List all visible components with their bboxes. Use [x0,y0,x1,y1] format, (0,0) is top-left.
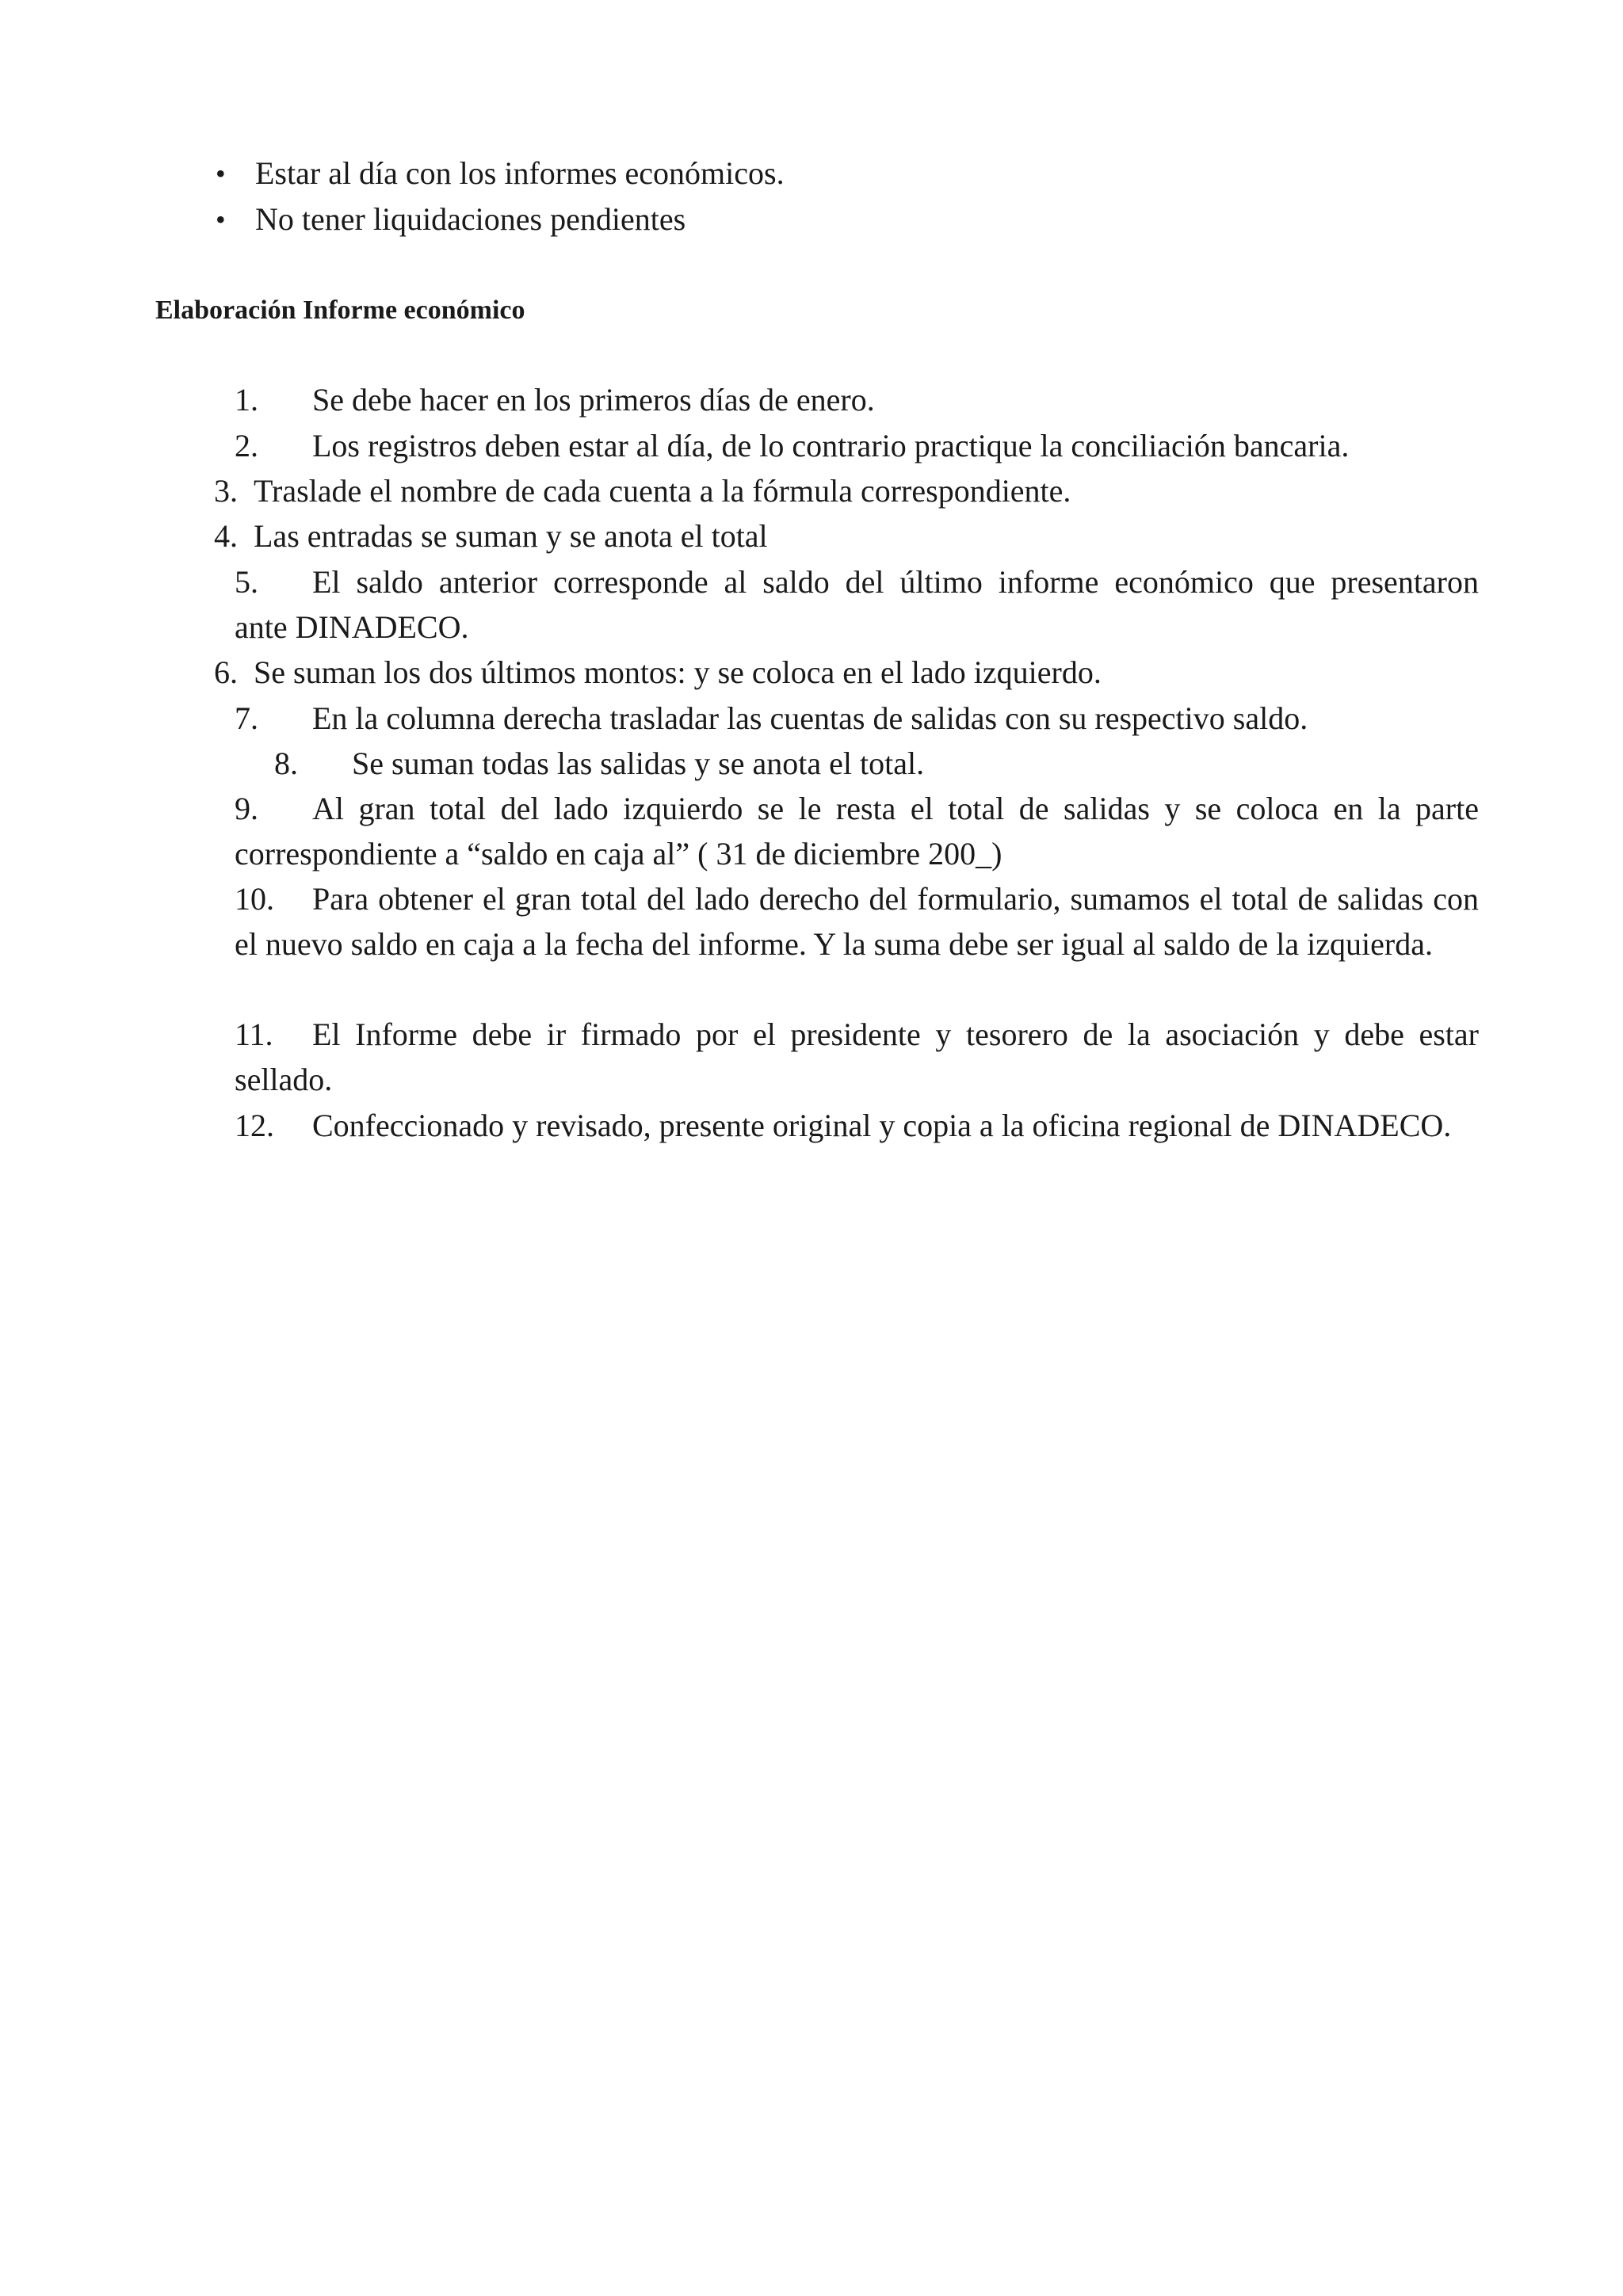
bullet-item [216,196,1484,242]
bullet-text: No tener liquidaciones pendientes [255,201,686,237]
step-number: 10. [235,881,274,917]
step-text [235,559,1479,650]
step-text-body: Confeccionado y revisado, presente original y copia a la oficina regional de DINADECO. [312,1108,1452,1143]
step-text-body: Para obtener el gran total del lado derecho del formulario, sumamos el total de salidas con el nuevo saldo en caja a la fecha del informe. Y la suma debe ser igual al saldo de la izquierda. [235,881,1479,962]
step-text-body: El Informe debe ir firmado por el presidente y tesorero de la asociación y debe estar sellado. [235,1016,1479,1097]
step-number: 7. [235,700,258,736]
step-text-line: El saldo anterior corresponde al saldo del último informe económico que presentaron [312,564,1479,600]
step-number: 6. [214,654,238,690]
step-text [235,876,1479,967]
step-number: 8. [274,746,298,781]
step-text-body: Al gran total del lado izquierdo se le resta el total de salidas y se coloca en la parte correspondiente a “saldo en caja al” ( 31 de diciembre 200_) [235,791,1479,871]
step-number: 5. [235,564,258,600]
step-item-12 [235,1103,1479,1148]
step-number: 1. [235,382,258,418]
step-item-6 [214,650,1479,695]
step-text: Se debe hacer en los primeros días de enero. [312,382,875,418]
step-item-1 [235,377,1479,422]
step-item-8 [274,741,1479,786]
step-text: Las entradas se suman y se anota el total [254,518,768,554]
step-item-4 [214,513,1479,559]
step-number: 2. [235,428,258,463]
step-text: Traslade el nombre de cada cuenta a la fórmula correspondiente. [254,473,1071,509]
step-text: Se suman los dos últimos montos: y se coloca en el lado izquierdo. [254,654,1102,690]
step-text: En la columna derecha trasladar las cuentas de salidas con su respectivo saldo. [312,700,1308,736]
requirements-bullet-list [216,151,1484,242]
section-heading: Elaboración Informe económico [155,296,525,325]
step-number: 9. [235,791,258,826]
bullet-marker: • [216,204,226,235]
step-text [235,1012,1479,1102]
step-text [235,786,1479,876]
step-number: 4. [214,518,238,554]
step-text-continuation: ante DINADECO. [235,609,469,645]
step-item-10 [235,876,1479,967]
bullet-marker: • [216,158,226,189]
step-item-5 [235,559,1479,650]
step-item-2 [235,423,1479,468]
step-number: 12. [235,1108,274,1143]
step-item-11 [235,1012,1479,1102]
bullet-item [216,151,1484,196]
step-item-7 [235,696,1479,741]
step-text: Se suman todas las salidas y se anota el total. [352,746,925,781]
step-text: Los registros deben estar al día, de lo contrario practique la conciliación bancaria. [312,428,1350,463]
bullet-text: Estar al día con los informes económicos. [255,155,785,191]
step-text [235,1103,1479,1148]
step-number: 3. [214,473,238,509]
step-number: 11. [235,1016,273,1052]
step-item-9 [235,786,1479,876]
step-item-3 [214,468,1479,513]
